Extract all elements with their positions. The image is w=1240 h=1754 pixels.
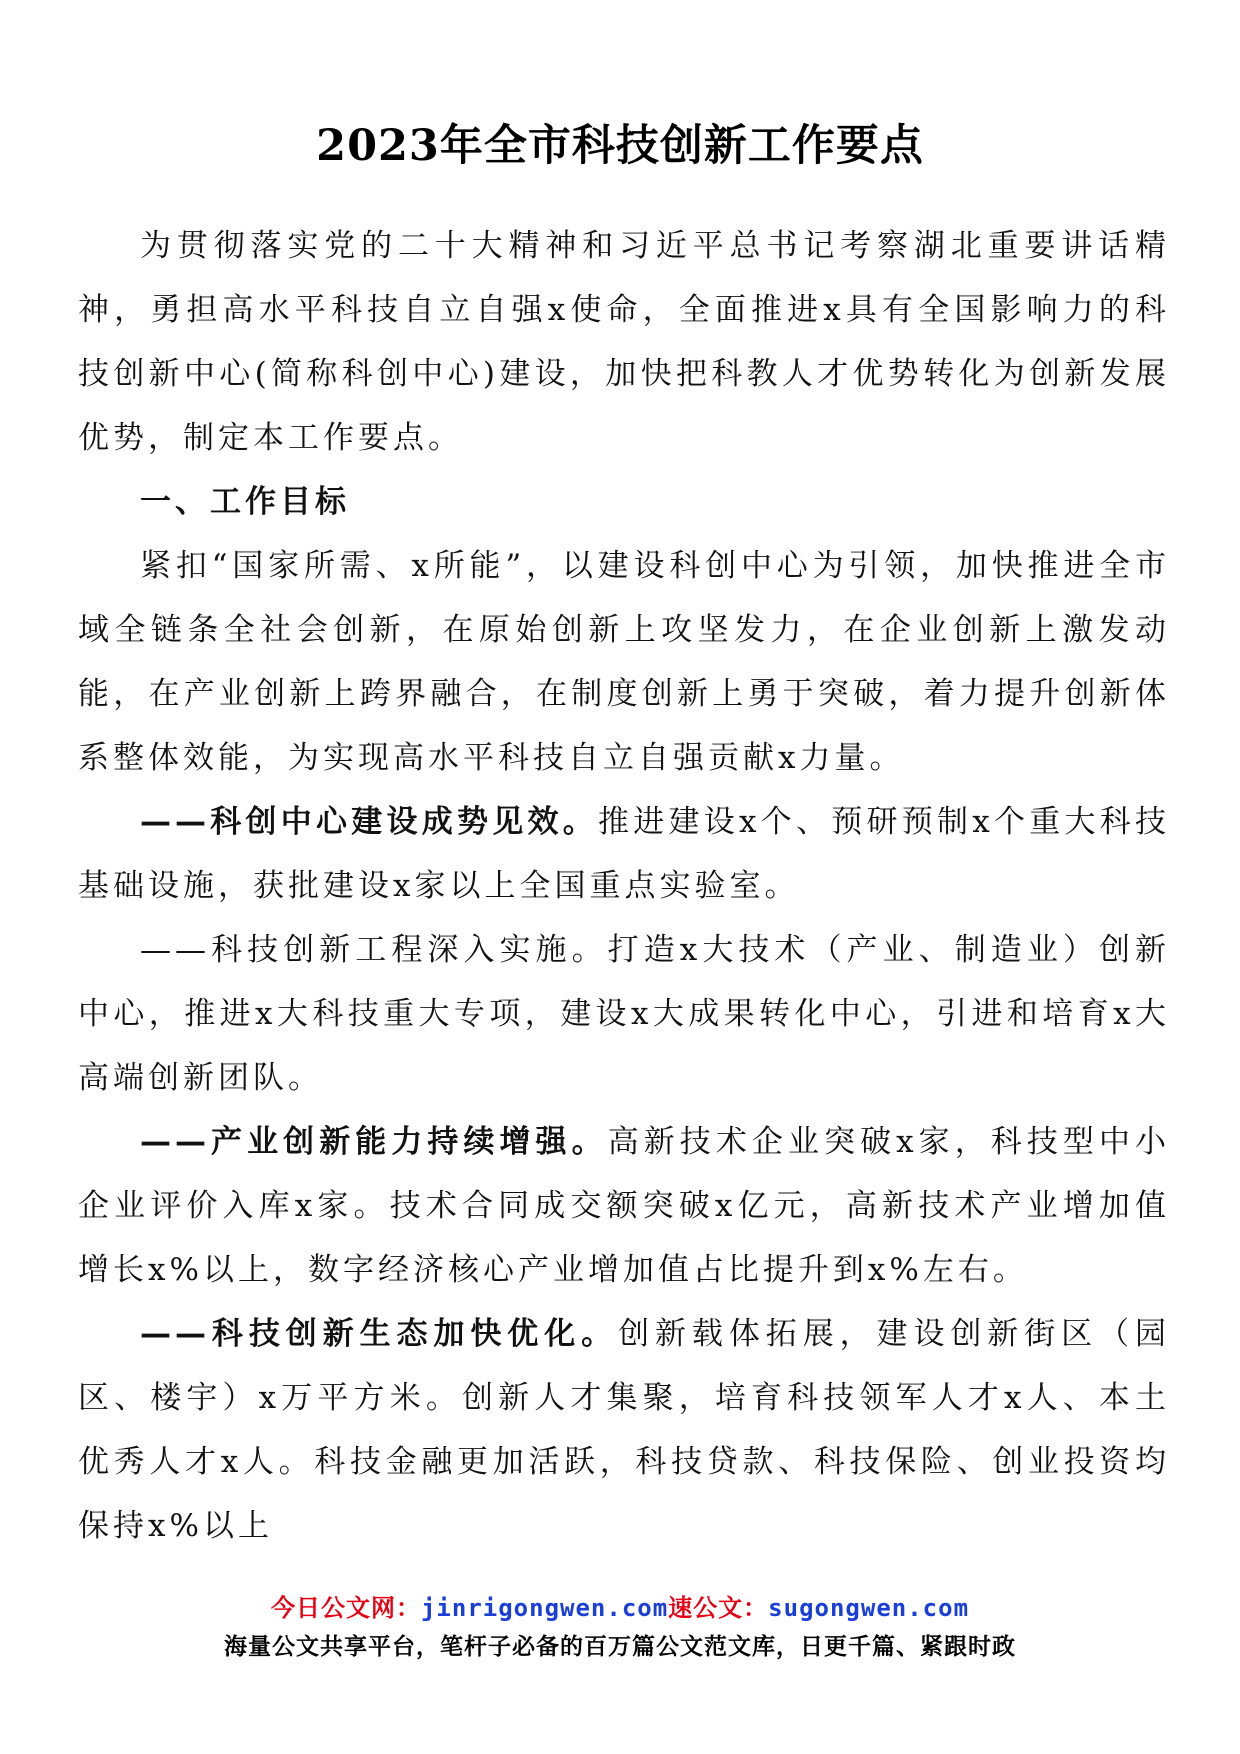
- section-heading-goals: 一、工作目标: [140, 484, 350, 520]
- goal-item-3: [78, 1110, 1170, 1302]
- goal-lead: ——产业创新能力持续增强。: [140, 1124, 608, 1160]
- site1-name: 今日公文网：: [270, 1594, 421, 1622]
- goal-item-4: [78, 1302, 1170, 1558]
- site2-link[interactable]: sugongwen.com: [768, 1594, 970, 1622]
- document-body: [78, 214, 1170, 1558]
- footer-tagline: 海量公文共享平台，笔杆子必备的百万篇公文范文库，日更千篇、紧跟时政: [224, 1634, 1016, 1660]
- document-title: 2023年全市科技创新工作要点: [316, 121, 924, 171]
- goal-text: 创新载体拓展，建设创新街区（园区、楼宇）x万平方米。创新人才集聚，培育科技领军人才x人、本土优秀人才x人。科技金融更加活跃，科技贷款、科技保险、创业投资均保持x%以上: [78, 1316, 1170, 1544]
- footer-sites: [0, 1588, 1240, 1623]
- site2-name: 速公文：: [668, 1594, 769, 1622]
- goal-lead: ——科技创新生态加快优化。: [140, 1316, 619, 1352]
- goal-text: ——科技创新工程深入实施。打造x大技术（产业、制造业）创新中心，推进x大科技重大专项，建设x大成果转化中心，引进和培育x大高端创新团队。: [78, 932, 1170, 1096]
- goal-text: 高新技术企业突破x家，科技型中小企业评价入库x家。技术合同成交额突破x亿元，高新技术产业增加值增长x%以上，数字经济核心产业增加值占比提升到x%左右。: [78, 1124, 1171, 1288]
- goals-paragraph: 紧扣“国家所需、x所能”，以建设科创中心为引领，加快推进全市域全链条全社会创新，在原始创新上攻坚发力，在企业创新上激发动能，在产业创新上跨界融合，在制度创新上勇于突破，着力提升创新体系整体效能，为实现高水平科技自立自强贡献x力量。: [78, 548, 1170, 776]
- goal-item-1: [78, 790, 1170, 918]
- goal-text: 推进建设x个、预研预制x个重大科技基础设施，获批建设x家以上全国重点实验室。: [78, 804, 1170, 904]
- goal-lead: ——科创中心建设成势见效。: [140, 804, 599, 840]
- site1-link[interactable]: jinrigongwen.com: [420, 1594, 669, 1622]
- goal-item-2: [78, 918, 1170, 1110]
- intro-paragraph: 为贯彻落实党的二十大精神和习近平总书记考察湖北重要讲话精神，勇担高水平科技自立自强x使命，全面推进x具有全国影响力的科技创新中心(简称科创中心)建设，加快把科教人才优势转化为创新发展优势，制定本工作要点。: [78, 228, 1170, 456]
